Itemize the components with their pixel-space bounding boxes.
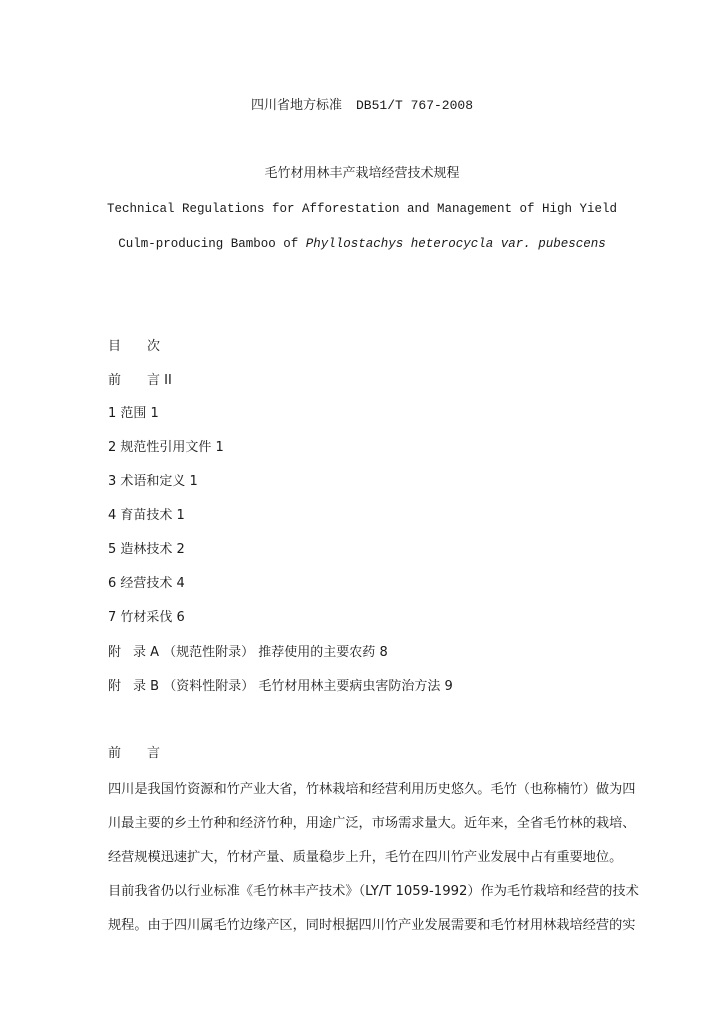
- toc-item-management-techniques[interactable]: 6 经营技术 4: [108, 576, 185, 591]
- title-english-prefix: Culm-producing Bamboo of: [118, 237, 306, 251]
- toc-item-appendix-a-rest: 录 A （规范性附录） 推荐使用的主要农药 8: [133, 645, 388, 660]
- document-title-english-line1: Technical Regulations for Afforestation and Management of High Yield: [106, 202, 618, 216]
- foreword-paragraph-line: 经营规模迅速扩大，竹材产量、质量稳步上升，毛竹在四川竹产业发展中占有重要地位。: [108, 850, 623, 865]
- standard-code: DB51/T 767-2008: [355, 98, 474, 113]
- foreword-paragraph-line: 川最主要的乡土竹种和经济竹种，用途广泛，市场需求量大。近年来，全省毛竹林的栽培、: [108, 816, 636, 831]
- toc-item-appendix-b[interactable]: [108, 679, 453, 695]
- foreword-paragraph-line: 四川是我国竹资源和竹产业大省，竹林栽培和经营利用历史悠久。毛竹（也称楠竹）做为四: [108, 782, 636, 797]
- toc-item-foreword-rest: 言 II: [147, 373, 172, 388]
- toc-item-nursery-techniques[interactable]: 4 育苗技术 1: [108, 508, 185, 523]
- standard-header: [0, 98, 724, 114]
- document-title-english-line2: [0, 236, 724, 252]
- toc-item-normative-references[interactable]: 2 规范性引用文件 1: [108, 440, 224, 455]
- toc-item-appendix-b-char1: 附: [108, 679, 122, 694]
- foreword-heading-char1: 前: [108, 746, 122, 761]
- toc-item-terms-definitions[interactable]: 3 术语和定义 1: [108, 474, 198, 489]
- toc-item-foreword[interactable]: [108, 373, 172, 389]
- toc-heading: [108, 339, 160, 355]
- toc-heading-char1: 目: [108, 339, 122, 354]
- foreword-heading: [108, 746, 160, 762]
- foreword-paragraph-line: 目前我省仍以行业标准《毛竹林丰产技术》（LY/T 1059-1992）作为毛竹栽培和经营的技术: [108, 884, 639, 899]
- foreword-paragraph-line: 规程。由于四川属毛竹边缘产区，同时根据四川竹产业发展需要和毛竹材用林栽培经营的实: [108, 918, 636, 933]
- title-species-name: Phyllostachys heterocycla var. pubescens: [305, 237, 606, 251]
- toc-heading-char2: 次: [147, 339, 161, 354]
- toc-item-scope[interactable]: 1 范围 1: [108, 406, 159, 421]
- toc-item-foreword-char1: 前: [108, 373, 122, 388]
- toc-item-appendix-a[interactable]: [108, 645, 388, 661]
- toc-item-appendix-a-char1: 附: [108, 645, 122, 660]
- toc-item-afforestation-techniques[interactable]: 5 造林技术 2: [108, 542, 185, 557]
- toc-item-appendix-b-rest: 录 B （资料性附录） 毛竹材用林主要病虫害防治方法 9: [133, 679, 453, 694]
- standard-label: 四川省地方标准: [250, 98, 342, 113]
- document-title-chinese: 毛竹材用林丰产栽培经营技术规程: [264, 166, 460, 181]
- toc-item-bamboo-harvest[interactable]: 7 竹材采伐 6: [108, 610, 185, 625]
- foreword-heading-char2: 言: [147, 746, 161, 761]
